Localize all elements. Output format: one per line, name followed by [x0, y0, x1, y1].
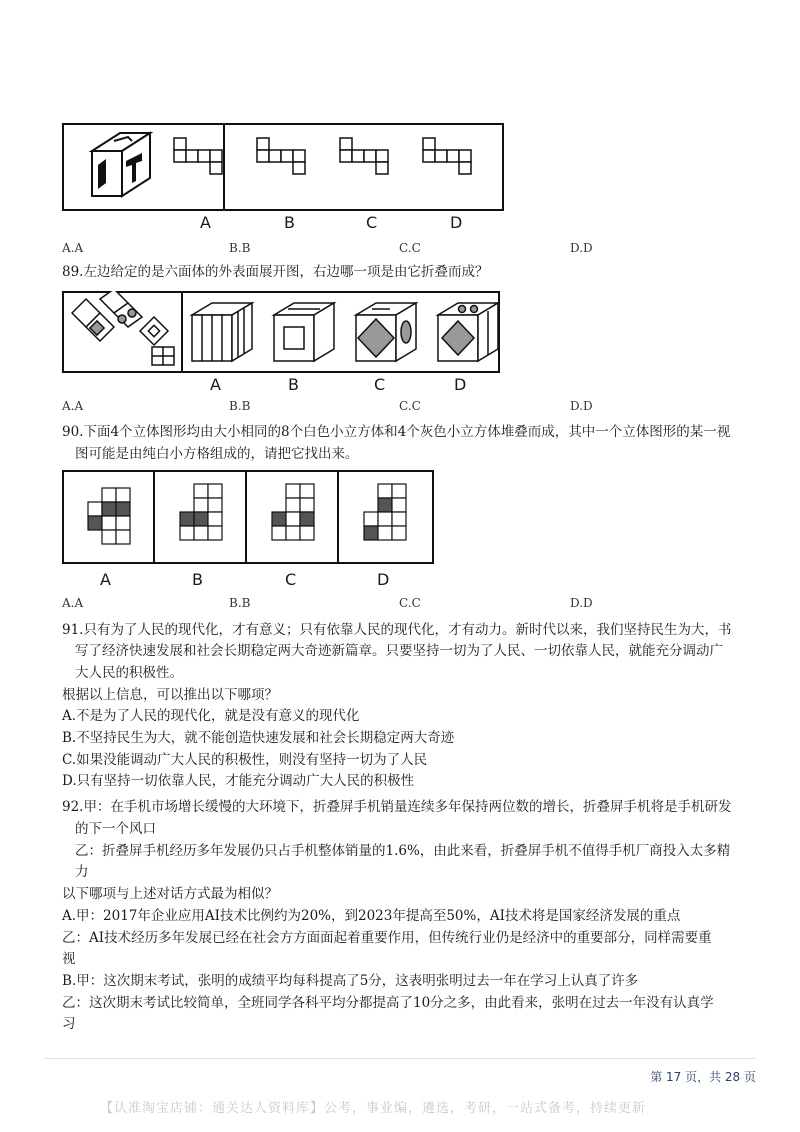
q91-option-d[interactable]: D.只有坚持一切依靠人民，才能充分调动广大人民的积极性	[62, 773, 415, 789]
q92-option-b-line-1[interactable]: B.甲：这次期末考试，张明的成绩平均每科提高了5分，这表明张明过去一年在学习上认真了许多	[62, 973, 639, 989]
q90-option-a[interactable]: A.A	[62, 596, 84, 610]
q88-label-b: B	[284, 213, 295, 232]
q89-option-a-cube	[192, 303, 252, 361]
q92-question-line-1: 92.甲：在手机市场增长缓慢的大环境下，折叠屏手机销量连续多年保持两位数的增长，折叠屏手机将是手机研发	[62, 799, 732, 815]
q91-question-line-3: 大人民的积极性。	[75, 665, 183, 681]
q90-question-line-2: 图可能是由纯白小方格组成的，请把它找出来。	[75, 446, 359, 462]
q92-reply-line-2: 力	[75, 864, 89, 880]
q89-option-c-cube	[356, 303, 416, 361]
q90-label-c: C	[285, 570, 297, 589]
q89-option-d[interactable]: D.D	[570, 399, 593, 413]
q89-option-b-cube	[274, 303, 334, 361]
q88-label-c: C	[366, 213, 378, 232]
q90-option-b[interactable]: B.B	[229, 596, 251, 610]
footer-watermark: 【认准淘宝店铺：通关达人资料库】公考，事业编，遴选，考研，一站式备考，持续更新	[100, 1101, 647, 1116]
q90-option-d[interactable]: D.D	[570, 596, 593, 610]
q90-label-a: A	[100, 570, 111, 589]
footer-divider	[44, 1058, 756, 1059]
q88-option-c[interactable]: C.C	[399, 241, 421, 255]
q92-option-b-line-3[interactable]: 习	[62, 1016, 76, 1032]
q90-figure	[62, 470, 434, 564]
q90-option-c[interactable]: C.C	[399, 596, 421, 610]
q88-label-d: D	[450, 213, 463, 232]
q88-option-b[interactable]: B.B	[229, 241, 251, 255]
q89-option-b[interactable]: B.B	[229, 399, 251, 413]
q90-label-b: B	[192, 570, 203, 589]
q88-option-a[interactable]: A.A	[62, 241, 84, 255]
q92-reply-line-1: 乙：折叠屏手机经历多年发展仍只占手机整体销量的1.6%，由此来看，折叠屏手机不值得手机厂商投入太多精	[75, 843, 731, 859]
q88-option-d[interactable]: D.D	[570, 241, 593, 255]
q92-option-a-line-2[interactable]: 乙：AI技术经历多年发展已经在社会方方面面起着重要作用，但传统行业仍是经济中的重要部分，同样需要重	[62, 930, 712, 946]
q91-prompt: 根据以上信息，可以推出以下哪项？	[62, 687, 278, 703]
q90-label-d: D	[377, 570, 390, 589]
q89-label-a: A	[210, 375, 221, 394]
q88-figure	[62, 123, 504, 211]
q91-question-line-1: 91.只有为了人民的现代化，才有意义；只有依靠人民的现代化，才有动力。新时代以来，我们坚持民生为大，书	[62, 622, 732, 638]
page-number: 第 17 页，共 28 页	[650, 1070, 756, 1084]
q90-figure-labels	[100, 570, 400, 592]
q89-option-c[interactable]: C.C	[399, 399, 421, 413]
q91-option-c[interactable]: C.如果没能调动广大人民的积极性，则没有坚持一切为了人民	[62, 752, 428, 768]
q92-prompt: 以下哪项与上述对话方式最为相似？	[62, 886, 278, 902]
q88-label-a: A	[200, 213, 211, 232]
q92-option-a-line-1[interactable]: A.甲：2017年企业应用AI技术比例约为20%，到2023年提高至50%，AI技术将是国家经济发展的重点	[62, 908, 681, 924]
q91-question-line-2: 写了经济快速发展和社会长期稳定两大奇迹新篇章。只要坚持一切为了人民、一切依靠人民，就能充分调动广	[75, 643, 723, 659]
q89-figure-labels	[210, 375, 490, 397]
q89-option-d-cube	[438, 303, 498, 361]
q88-figure-labels	[200, 213, 500, 235]
q89-question: 89.左边给定的是六面体的外表面展开图，右边哪一项是由它折叠而成？	[62, 264, 489, 280]
q92-question-line-2: 的下一个风口	[75, 821, 156, 837]
q92-option-b-line-2[interactable]: 乙：这次期末考试比较简单，全班同学各科平均分都提高了10分之多，由此看来，张明在过去一年没有认真学	[62, 995, 714, 1011]
q89-label-b: B	[288, 375, 299, 394]
q91-option-b[interactable]: B.不坚持民生为大，就不能创造快速发展和社会长期稳定两大奇迹	[62, 730, 455, 746]
q89-label-d: D	[454, 375, 467, 394]
q90-question-line-1: 90.下面4个立体图形均由大小相同的8个白色小立方体和4个灰色小立方体堆叠而成，其中一个立体图形的某一视	[62, 424, 731, 440]
q89-figure	[62, 291, 500, 373]
q91-option-a[interactable]: A.不是为了人民的现代化，就是没有意义的现代化	[62, 708, 360, 724]
q89-option-a[interactable]: A.A	[62, 399, 84, 413]
q92-option-a-line-3[interactable]: 视	[62, 951, 76, 967]
q89-label-c: C	[374, 375, 386, 394]
